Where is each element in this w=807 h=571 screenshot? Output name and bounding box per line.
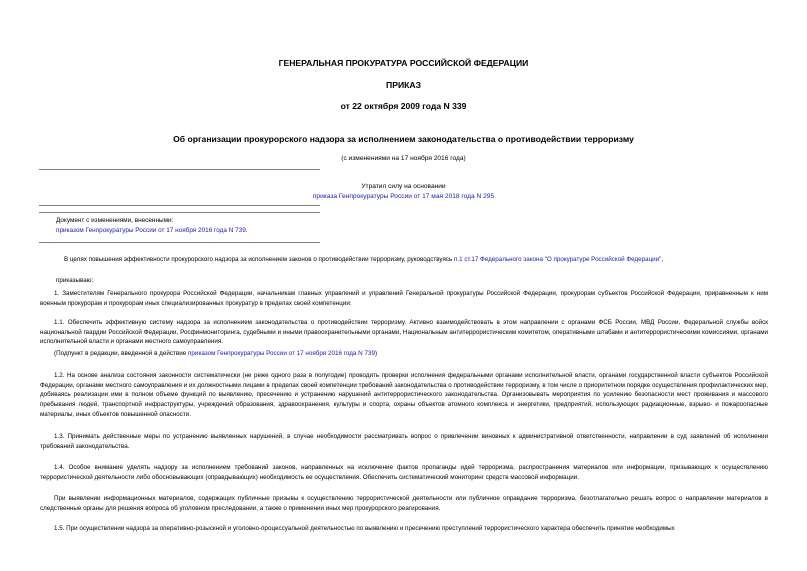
organization-heading: ГЕНЕРАЛЬНАЯ ПРОКУРАТУРА РОССИЙСКОЙ ФЕДЕРАЦИИ <box>278 58 529 68</box>
document-title: Об организации прокурорского надзора за исполнением законодательства о противодействии терроризму <box>173 134 634 144</box>
changes-tail: . <box>245 226 248 234</box>
changes-order-link[interactable]: приказом Генпрокуратуры России от 17 ноября 2016 года N 739 <box>56 226 246 234</box>
document-type: ПРИКАЗ <box>386 80 421 90</box>
paragraph-1-4-continued: При выявлении информационных материалов, содержащих публичные призывы к осуществлению террористической деятельности или публичное оправдание терроризма, безотлагательно решать вопрос о направлении материалов в следственные органы для решения вопроса об уголовном преследовании, а также о применении иных мер прокурорского реагирования. <box>40 495 768 512</box>
paragraph-1-5: 1.5. При осуществлении надзора за оперативно-розыскной и уголовно-процессуальной деятельностью по выявлению и пресечению преступлений террористического характера обеспечить принятие необходимых <box>54 525 675 532</box>
order-word: приказываю: <box>56 277 94 284</box>
amendments-note: (с изменениями на 17 ноября 2016 года) <box>341 155 466 162</box>
document-date-number: от 22 октября 2009 года N 339 <box>340 101 467 111</box>
divider <box>39 212 320 213</box>
paragraph-1-2: 1.2. На основе анализа состояния законности систематически (не реже одного раза в полугодие) проводить проверки исполнения федеральными органами исполнительной власти, органами государственной власти субъектов Российской Федерации, органами местного самоуправления и их должностными лицами в пределах своей компетенции требований законодательства о противодействии терроризму, в том числе о приоритетном порядке осуществления профилактических мер, добиваясь реализации ими в полном объеме функций по выявлению, пресечению и устранению нарушений антитеррористического законодательства. Организовывать мероприятия по усилению безопасности мест проживания и массового пребывания людей, транспортной инфраструктуры, учреждений образования, здравоохранения, культуры и спорта, охраны объектов атомного комплекса и энергетики, предприятий, использующих радиационные, взрыво- и пожароопасные материалы, иных объектов повышенной опасности. <box>40 372 768 418</box>
preamble-text: В целях повышения эффективности прокурорского надзора за исполнением законов о противодействии терроризму, руководствуясь <box>64 256 454 263</box>
divider <box>39 205 320 206</box>
status-text: Утратил силу на основании <box>361 183 446 190</box>
paragraph-1-1-edit-note <box>54 350 377 357</box>
paragraph-1-1: 1.1. Обеспечить эффективную систему надзора за исполнением законодательства о противодействии терроризму. Активно взаимодействовать в этом направлении с органами ФСБ России, МВД России, Федеральной службы войск национальной гвардии Российской Федерации, Росфинмониторинга, судебными и иными правоохранительными органами, Национальным антитеррористическим комитетом, оперативными штабами и антитеррористическими комиссиями, органами исполнительной власти и органами местного самоуправления. <box>40 319 768 346</box>
divider <box>39 169 320 170</box>
paragraph-1-3: 1.3. Принимать действенные меры по устранению выявленных нарушений, в случае необходимости рассматривать вопрос о привлечении виновных к административной ответственности, направлении в суд заявлений об исполнении требований законодательства. <box>40 433 768 450</box>
edit-note-tail: ) <box>374 350 378 357</box>
divider <box>39 242 320 243</box>
paragraph-1-4: 1.4. Особое внимание уделять надзору за исполнением требований законов, направленных на исключение фактов пропаганды идей терроризма, распространения материалов или информации, призывающих к осуществлению террористической деятельности либо обосновывающих (оправдывающих) необходимость ее осуществления. Обеспечить систематический мониторинг средств массовой информации. <box>40 464 768 481</box>
edit-note-text: (Подпункт в редакции, введенной в действие <box>54 350 189 357</box>
preamble-tail: , <box>661 256 664 263</box>
edit-note-link[interactable]: приказом Генпрокуратуры России от 17 ноября 2016 года N 739 <box>188 350 375 357</box>
preamble <box>40 255 768 265</box>
changes-box <box>56 216 248 235</box>
changes-label: Документ с изменениями, внесенными: <box>56 217 174 224</box>
repeal-order-link[interactable]: приказа Генпрокуратуры России от 17 мая 2018 года N 295 <box>312 193 495 200</box>
paragraph-1: 1. Заместителям Генерального прокурора Российской Федерации, начальникам главных управлений и управлений Генеральной прокуратуры Российской Федерации, прокурорам субъектов Российской Федерации, приравненным к ним военным прокурорам и прокурорам иных специализированных прокуратур в пределах своей компетенции: <box>40 290 768 307</box>
law-link[interactable]: п.1 ст.17 Федерального закона "О прокуратуре Российской Федерации" <box>453 256 662 263</box>
